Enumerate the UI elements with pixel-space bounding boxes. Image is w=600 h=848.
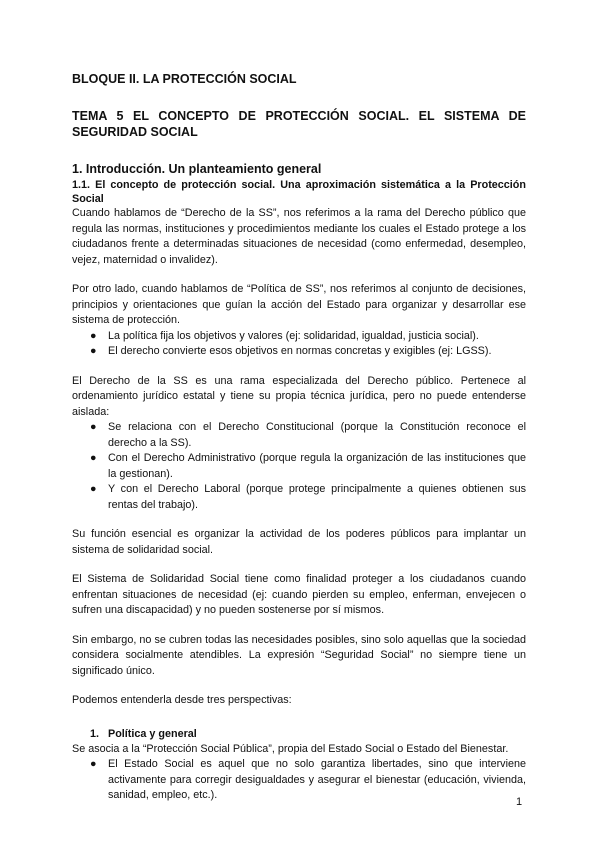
list-item: [90, 420, 526, 451]
list-item: [90, 451, 526, 482]
document-page: [72, 66, 526, 804]
list-item-text: Se relaciona con el Derecho Constitucional (porque la Constitución reconoce el derecho a la SS).: [108, 421, 526, 449]
list-item-text: Y con el Derecho Laboral (porque protege principalmente a quienes obtienen sus rentas del trabajo).: [108, 483, 526, 511]
block-title: BLOQUE II. LA PROTECCIÓN SOCIAL: [72, 72, 297, 86]
list-item-text: El derecho convierte esos objetivos en normas concretas y exigibles (ej: LGSS).: [108, 345, 492, 357]
tema-title: TEMA 5 EL CONCEPTO DE PROTECCIÓN SOCIAL. EL SISTEMA DE SEGURIDAD SOCIAL: [72, 109, 526, 139]
paragraph-rama-derecho: El Derecho de la SS es una rama especializada del Derecho público. Pertenece al ordenamiento jurídico estatal y tiene su propia técnica jurídica, pero no puede entenderse aislada:: [72, 374, 526, 418]
paragraph-funcion-esencial: Su función esencial es organizar la actividad de los poderes públicos para implantar un sistema de solidaridad social.: [72, 528, 526, 556]
list-item: [90, 757, 526, 804]
bullet-icon: ●: [90, 483, 97, 495]
list-item: [90, 482, 526, 513]
list-item-text: Con el Derecho Administrativo (porque regula la organización de las instituciones que la gestionan).: [108, 452, 526, 480]
paragraph-derecho-ss: Cuando hablamos de “Derecho de la SS”, nos referimos a la rama del Derecho público que regula las normas, instituciones y procedimientos mediante los cuales el Estado protege a los ciudadanos frente a determinadas situaciones de necesidad (como enfermedad, desempleo, vejez, maternidad o invalidez).: [72, 207, 526, 266]
list-item: [90, 344, 526, 360]
list-item: [90, 329, 526, 345]
page-number: 1: [516, 796, 523, 808]
estado-bullet-list: [72, 757, 526, 804]
paragraph-proteccion-publica: Se asocia a la “Protección Social Pública”, propia del Estado Social o Estado del Bienestar.: [72, 742, 509, 755]
politica-bullet-list: [72, 329, 526, 360]
bullet-icon: ●: [90, 758, 97, 770]
bullet-icon: ●: [90, 345, 97, 357]
bullet-icon: ●: [90, 452, 97, 464]
derecho-bullet-list: [72, 420, 526, 513]
list-item-text: El Estado Social es aquel que no solo garantiza libertades, sino que interviene activamente para corregir desigualdades y asegurar el bienestar (educación, vivienda, sanidad, empleo, etc.).: [108, 758, 526, 801]
paragraph-sin-embargo: Sin embargo, no se cubren todas las necesidades posibles, sino solo aquellas que la sociedad considera socialmente atendibles. La expresión “Seguridad Social” no siempre tiene un significado único.: [72, 633, 526, 677]
list-item-text: La política fija los objetivos y valores (ej: solidaridad, igualdad, justicia social).: [108, 329, 479, 342]
bullet-icon: ●: [90, 421, 97, 433]
paragraph-politica-ss: Por otro lado, cuando hablamos de “Política de SS”, nos referimos al conjunto de decisiones, principios y orientaciones que guían la acción del Estado para organizar y desarrollar ese sistema de protección.: [72, 283, 526, 326]
paragraph-sistema-solidaridad: El Sistema de Solidaridad Social tiene como finalidad proteger a los ciudadanos cuando enfrentan situaciones de necesidad (ej: cuando pierden su empleo, enferman, envejecen o sufren una discapacidad) y no pueden sostenerse por sí mismos.: [72, 573, 526, 616]
perspective-1-title: Política y general: [108, 727, 197, 740]
paragraph-perspectivas: Podemos entenderla desde tres perspectivas:: [72, 694, 292, 706]
perspective-1-heading: [72, 727, 526, 742]
bullet-icon: ●: [90, 329, 97, 342]
perspective-1-number: 1.: [90, 727, 100, 740]
section-1-title: 1. Introducción. Un planteamiento general: [72, 162, 322, 176]
section-1-1-title: 1.1. El concepto de protección social. Una aproximación sistemática a la Protección Social: [72, 179, 526, 205]
